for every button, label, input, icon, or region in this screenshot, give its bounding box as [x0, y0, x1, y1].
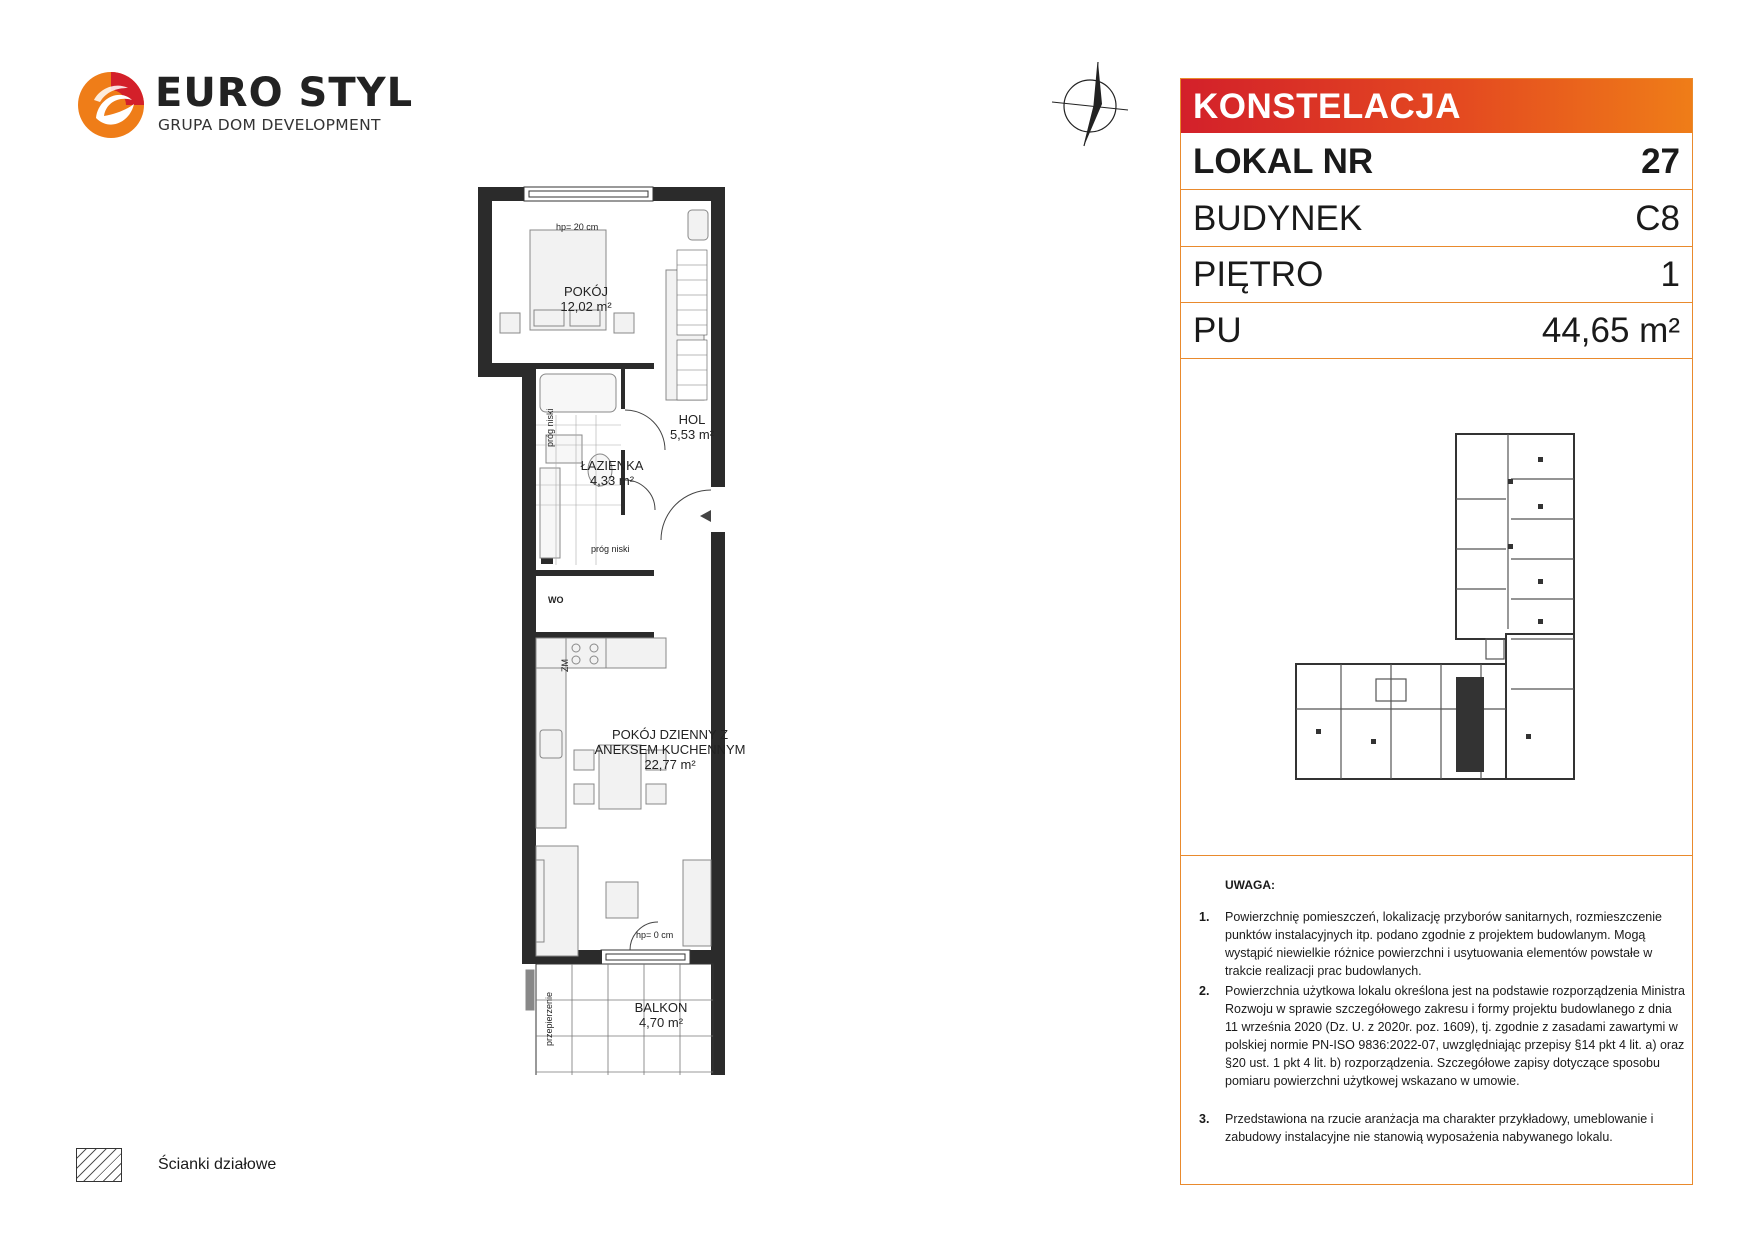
info-row-budynek [1181, 190, 1692, 247]
info-value: 44,65 m² [1541, 311, 1680, 350]
wo-label: WO [548, 595, 564, 605]
partition-wall-swatch [76, 1148, 122, 1182]
north-arrow-icon [1050, 58, 1130, 150]
info-label: BUDYNEK [1193, 199, 1363, 238]
info-value: 27 [1641, 142, 1680, 181]
note-number: 1. [1199, 910, 1210, 924]
room-label-balkon: BALKON 4,70 m² [634, 1000, 688, 1030]
info-value: 1 [1660, 255, 1680, 294]
notes-section [1181, 855, 1692, 1186]
threshold-label-2: próg niski [545, 408, 555, 447]
building-key-plan [1276, 429, 1596, 789]
info-value: C8 [1635, 199, 1680, 238]
room-label-pokoj-dzienny: POKÓJ DZIENNY Z ANEKSEM KUCHENNYM 22,77 m² [594, 727, 746, 772]
info-label: PU [1193, 311, 1242, 350]
project-header [1181, 79, 1692, 133]
notes-title: UWAGA: [1225, 878, 1275, 892]
zm-label: ZM [560, 659, 570, 672]
room-label-pokoj: POKÓJ 12,02 m² [560, 284, 612, 314]
brand-name: EURO STYL [155, 70, 414, 116]
note-text: Przedstawiona na rzucie aranżacja ma charakter przykładowy, umeblowanie i zabudowy instalacyjne nie stanowią wyposażenia nabywanego lokalu. [1225, 1112, 1654, 1144]
info-label: LOKAL NR [1193, 142, 1374, 181]
note-number: 3. [1199, 1112, 1210, 1126]
legend-label: Ścianki działowe [158, 1156, 277, 1173]
eurostyl-logo-icon [76, 70, 146, 140]
note-number: 2. [1199, 984, 1210, 998]
room-label-hol: HOL 5,53 m² [669, 412, 715, 442]
info-row-pu [1181, 302, 1692, 359]
info-panel [1180, 78, 1693, 1185]
info-row-lokal [1181, 133, 1692, 190]
info-row-pietro [1181, 246, 1692, 303]
window-height-bottom: hp= 0 cm [636, 930, 674, 940]
window-height-top: hp= 20 cm [556, 222, 599, 232]
info-label: PIĘTRO [1193, 255, 1324, 294]
przepierzenie-label: przepierzenie [544, 991, 554, 1046]
project-name: KONSTELACJA [1193, 87, 1462, 126]
note-text: Powierzchnię pomieszczeń, lokalizację przyborów sanitarnych, rozmieszczenie punktów instalacyjnych itp. podano zgodnie z projektem budowlanym. Mogą wystąpić niewielkie różnice powierzchni i usytuowania elementów powstałe w trakcie realizacji prac budowlanych. [1225, 910, 1662, 978]
note-text: Powierzchnia użytkowa lokalu określona jest na podstawie rozporządzenia Ministra Rozwoju w sprawie szczegółowego zakresu i formy projektu budowlanego z dnia 11 września 2020 (Dz. U. z 2020r. poz. 1609), tj. zgodnie z zasadami zawartymi w polskiej normie PN-ISO 9836:2022-07, uwzględniając przepisy §14 pkt 4 lit. a) oraz §20 ust. 1 pkt 4 lit. b) rozporządzenia. Szczegółowe zapisy dotyczące sposobu pomiaru powierzchni użytkowej wskazano w umowie. [1225, 984, 1685, 1088]
room-label-lazienka: ŁAZIENKA 4,33 m² [580, 458, 644, 488]
floor-plan [478, 170, 788, 1075]
brand-subtitle: GRUPA DOM DEVELOPMENT [158, 116, 381, 134]
threshold-label: próg niski [591, 544, 630, 554]
